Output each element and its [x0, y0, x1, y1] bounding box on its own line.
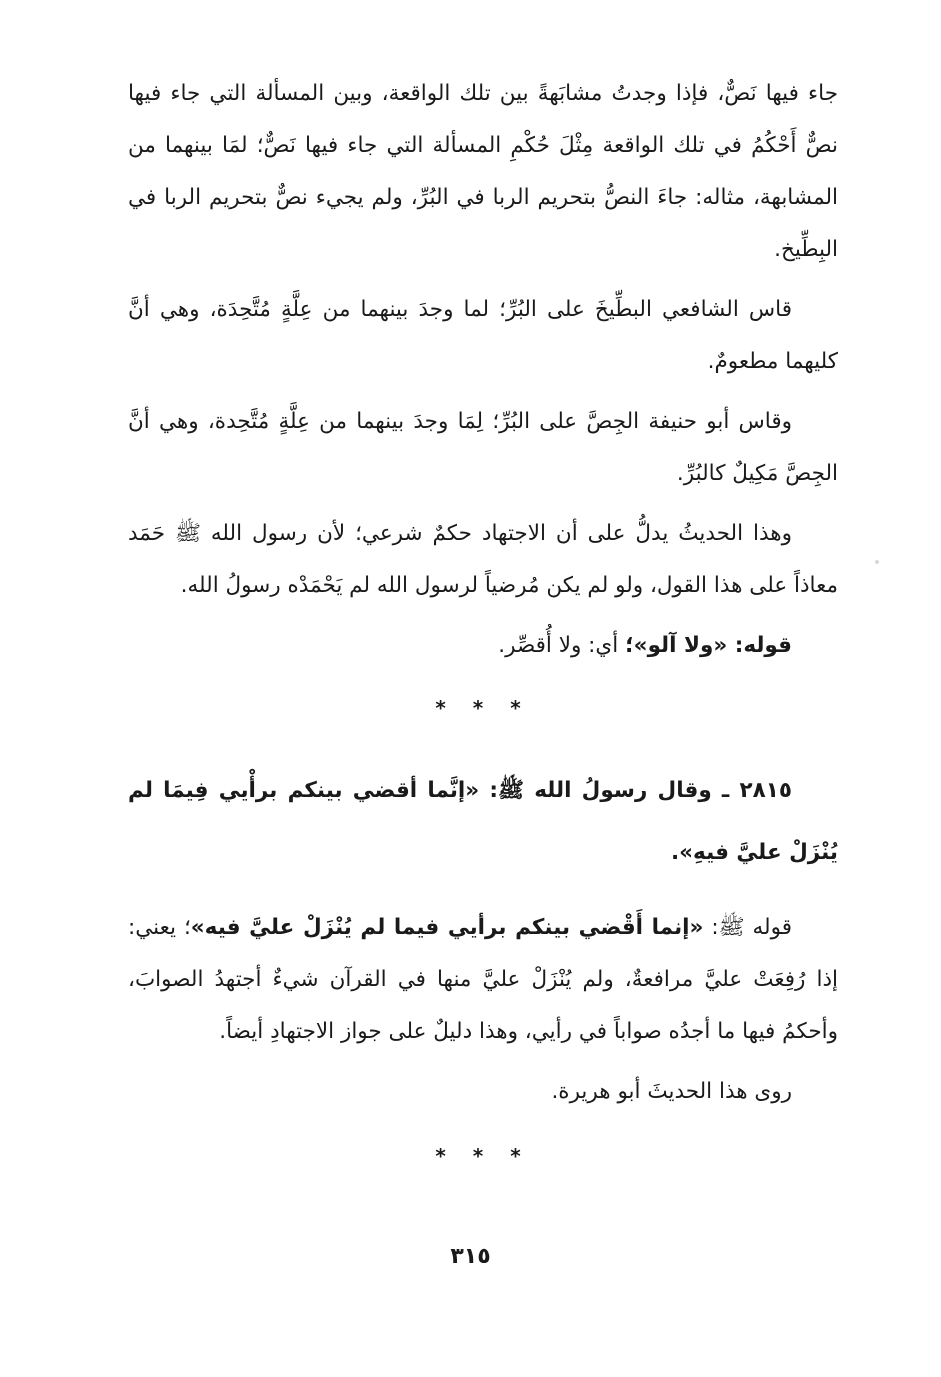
paragraph-6	[128, 902, 838, 1058]
scan-speck	[875, 560, 879, 564]
section-separator: * * *	[435, 1144, 531, 1168]
paragraph-3: وقاس أبو حنيفة الجِصَّ على البُرِّ؛ لِمَا وجدَ بينهما من عِلَّةٍ مُتَّحِدة، وهي أنَّ الجِصَّ مَكِيلٌ كالبُرِّ.	[128, 409, 838, 486]
commentary-quote: «إنما أَقْضي بينكم برأيي فيما لم يُنْزَلْ عليَّ فيه»	[190, 915, 704, 940]
paragraph-7: روى هذا الحديثَ أبو هريرة.	[551, 1079, 792, 1104]
paragraph-5	[128, 620, 838, 672]
page-body	[128, 68, 838, 1208]
commentary-text: ؛ يعني: إذا رُفِعَتْ عليَّ مرافعةٌ، ولم يُنْزَلْ عليَّ منها في القرآن شيءٌ أجتهدُ الصوابَ، وأحكمُ فيها ما أجدُه صواباً في رأيي، وهذا دليلٌ على جواز الاجتهادِ أيضاً.	[128, 915, 838, 1044]
word-gloss-label: قوله: «ولا آلو»؛	[625, 633, 792, 658]
word-gloss-text: أي: ولا أُقصِّر.	[498, 633, 626, 658]
hadith-text: ٢٨١٥ ـ وقال رسولُ الله ﷺ: «إنَّما أقضي بينكم برأْيي فِيمَا لم يُنْزَلْ عليَّ فيهِ».	[128, 778, 838, 865]
paragraph-1: جاء فيها نَصٌّ، فإذا وجدتُ مشابَهةً بين تلك الواقعة، وبين المسألة التي جاء فيها نصٌّ أَحْكُمُ في تلك الواقعة مِثْلَ حُكْمِ المسألة التي جاء فيها نَصٌّ؛ لمَا بينهما من المشابهة، مثاله: جاءَ النصُّ بتحريم الربا في البُرِّ، ولم يجيء نصٌّ بتحريم الربا في البِطِّيخ.	[128, 81, 838, 262]
section-separator: * * *	[435, 696, 531, 720]
page-number: ٣١٥	[450, 1244, 491, 1269]
commentary-prefix: قوله ﷺ:	[703, 915, 792, 940]
paragraph-2: قاس الشافعي البطِّيخَ على البُرِّ؛ لما وجدَ بينهما من عِلَّةٍ مُتَّحِدَة، وهي أنَّ كليهما مطعومٌ.	[128, 297, 838, 374]
paragraph-4: وهذا الحديثُ يدلُّ على أن الاجتهاد حكمٌ شرعي؛ لأن رسول الله ﷺ حَمَد معاذاً على هذا القول، ولو لم يكن مُرضياً لرسول الله لم يَحْمَدْه رسولُ الله.	[128, 521, 838, 598]
